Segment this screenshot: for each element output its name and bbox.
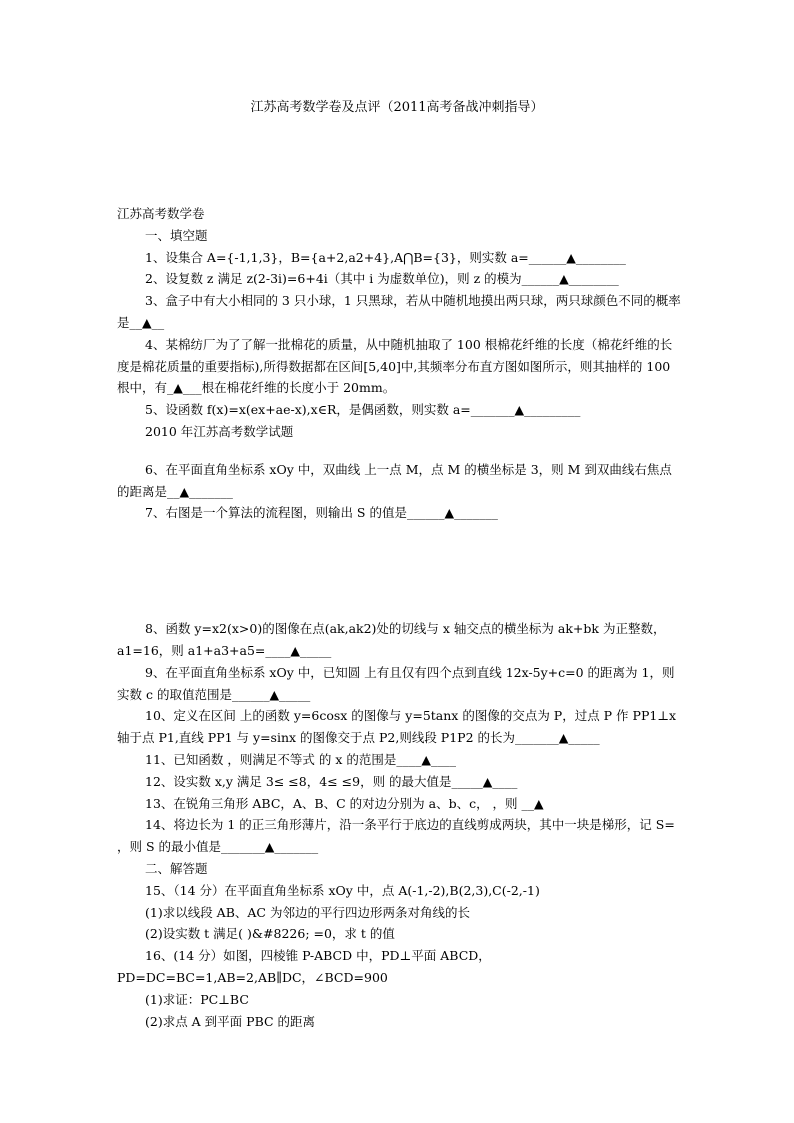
question-15-part-2: (2)设实数 t 满足( )&#8226; =0，求 t 的值 (145, 926, 395, 942)
document-title: 江苏高考数学卷及点评（2011高考备战冲刺指导） (250, 100, 544, 115)
document-body (117, 203, 683, 1032)
question-1: 1、设集合 A={-1,1,3}，B={a+2,a2+4},A⋂B={3}，则实数 a=______▲________ (145, 249, 626, 265)
section-heading: 江苏高考数学卷 (117, 206, 205, 221)
question-4: 4、某棉纺厂为了了解一批棉花的质量，从中随机抽取了 100 根棉花纤维的长度（棉花纤维的长度是棉花质量的重要指标),所得数据都在区间[5,40]中,其频率分布直方图如图所示，则其抽样的 100 根中，有_▲___根在棉花纤维的长度小于 20mm。 (117, 336, 673, 396)
question-2: 2、设复数 z 满足 z(2-3i)=6+4i（其中 i 为虚数单位)，则 z 的模为______▲________ (145, 271, 619, 287)
question-10: 10、定义在区间 上的函数 y=6cosx 的图像与 y=5tanx 的图像的交点为 P，过点 P 作 PP1⊥x 轴于点 P1,直线 PP1 与 y=sinx 的图像交于点 P2,则线段 P1P2 的长为_______▲_____ (117, 708, 677, 746)
question-16-part-2: (2)求点 A 到平面 PBC 的距离 (145, 1013, 316, 1029)
question-14: 14、将边长为 1 的正三角形薄片，沿一条平行于底边的直线剪成两块，其中一块是梯形，记 S= ，则 S 的最小值是_______▲_______ (117, 817, 675, 855)
question-8: 8、函数 y=x2(x>0)的图像在点(ak,ak2)处的切线与 x 轴交点的横坐标为 ak+bk 为正整数，a1=16，则 a1+a3+a5=____▲_____ (117, 621, 666, 658)
question-15: 15、（14 分）在平面直角坐标系 xOy 中，点 A(-1,-2),B(2,3),C(-2,-1) (145, 882, 540, 898)
question-6: 6、在平面直角坐标系 xOy 中，双曲线 上一点 M，点 M 的横坐标是 3，则 M 到双曲线右焦点的距离是__▲_______ (117, 461, 672, 499)
question-13: 13、在锐角三角形 ABC，A、B、C 的对边分别为 a、b、c， ，则 __▲ (145, 795, 544, 811)
section-heading-2010: 2010 年江苏高考数学试题 (145, 423, 294, 439)
question-9: 9、在平面直角坐标系 xOy 中，已知圆 上有且仅有四个点到直线 12x-5y+c=0 的距离为 1，则实数 c 的取值范围是______▲_____ (117, 664, 675, 702)
question-12: 12、设实数 x,y 满足 3≤ ≤8，4≤ ≤9，则 的最大值是_____▲____ (145, 773, 518, 789)
question-15-part-1: (1)求以线段 AB、AC 为邻边的平行四边形两条对角线的长 (145, 904, 470, 920)
question-16: 16、(14 分）如图，四棱锥 P-ABCD 中，PD⊥平面 ABCD，PD=DC=BC=1,AB=2,AB∥DC，∠BCD=900 (117, 948, 491, 985)
question-11: 11、已知函数 ，则满足不等式 的 x 的范围是____▲____ (145, 751, 456, 767)
question-3: 3、盒子中有大小相同的 3 只小球，1 只黑球，若从中随机地摸出两只球，两只球颜色不同的概率是__▲__ (117, 293, 681, 330)
question-16-part-1: (1)求证：PC⊥BC (145, 991, 249, 1007)
part-heading: 一、填空题 (145, 227, 208, 243)
question-7: 7、右图是一个算法的流程图，则输出 S 的值是______▲_______ (145, 505, 498, 521)
part-heading-2: 二、解答题 (145, 860, 208, 876)
question-5: 5、设函数 f(x)=x(ex+ae-x),x∈R，是偶函数，则实数 a=_______▲_________ (145, 402, 581, 418)
